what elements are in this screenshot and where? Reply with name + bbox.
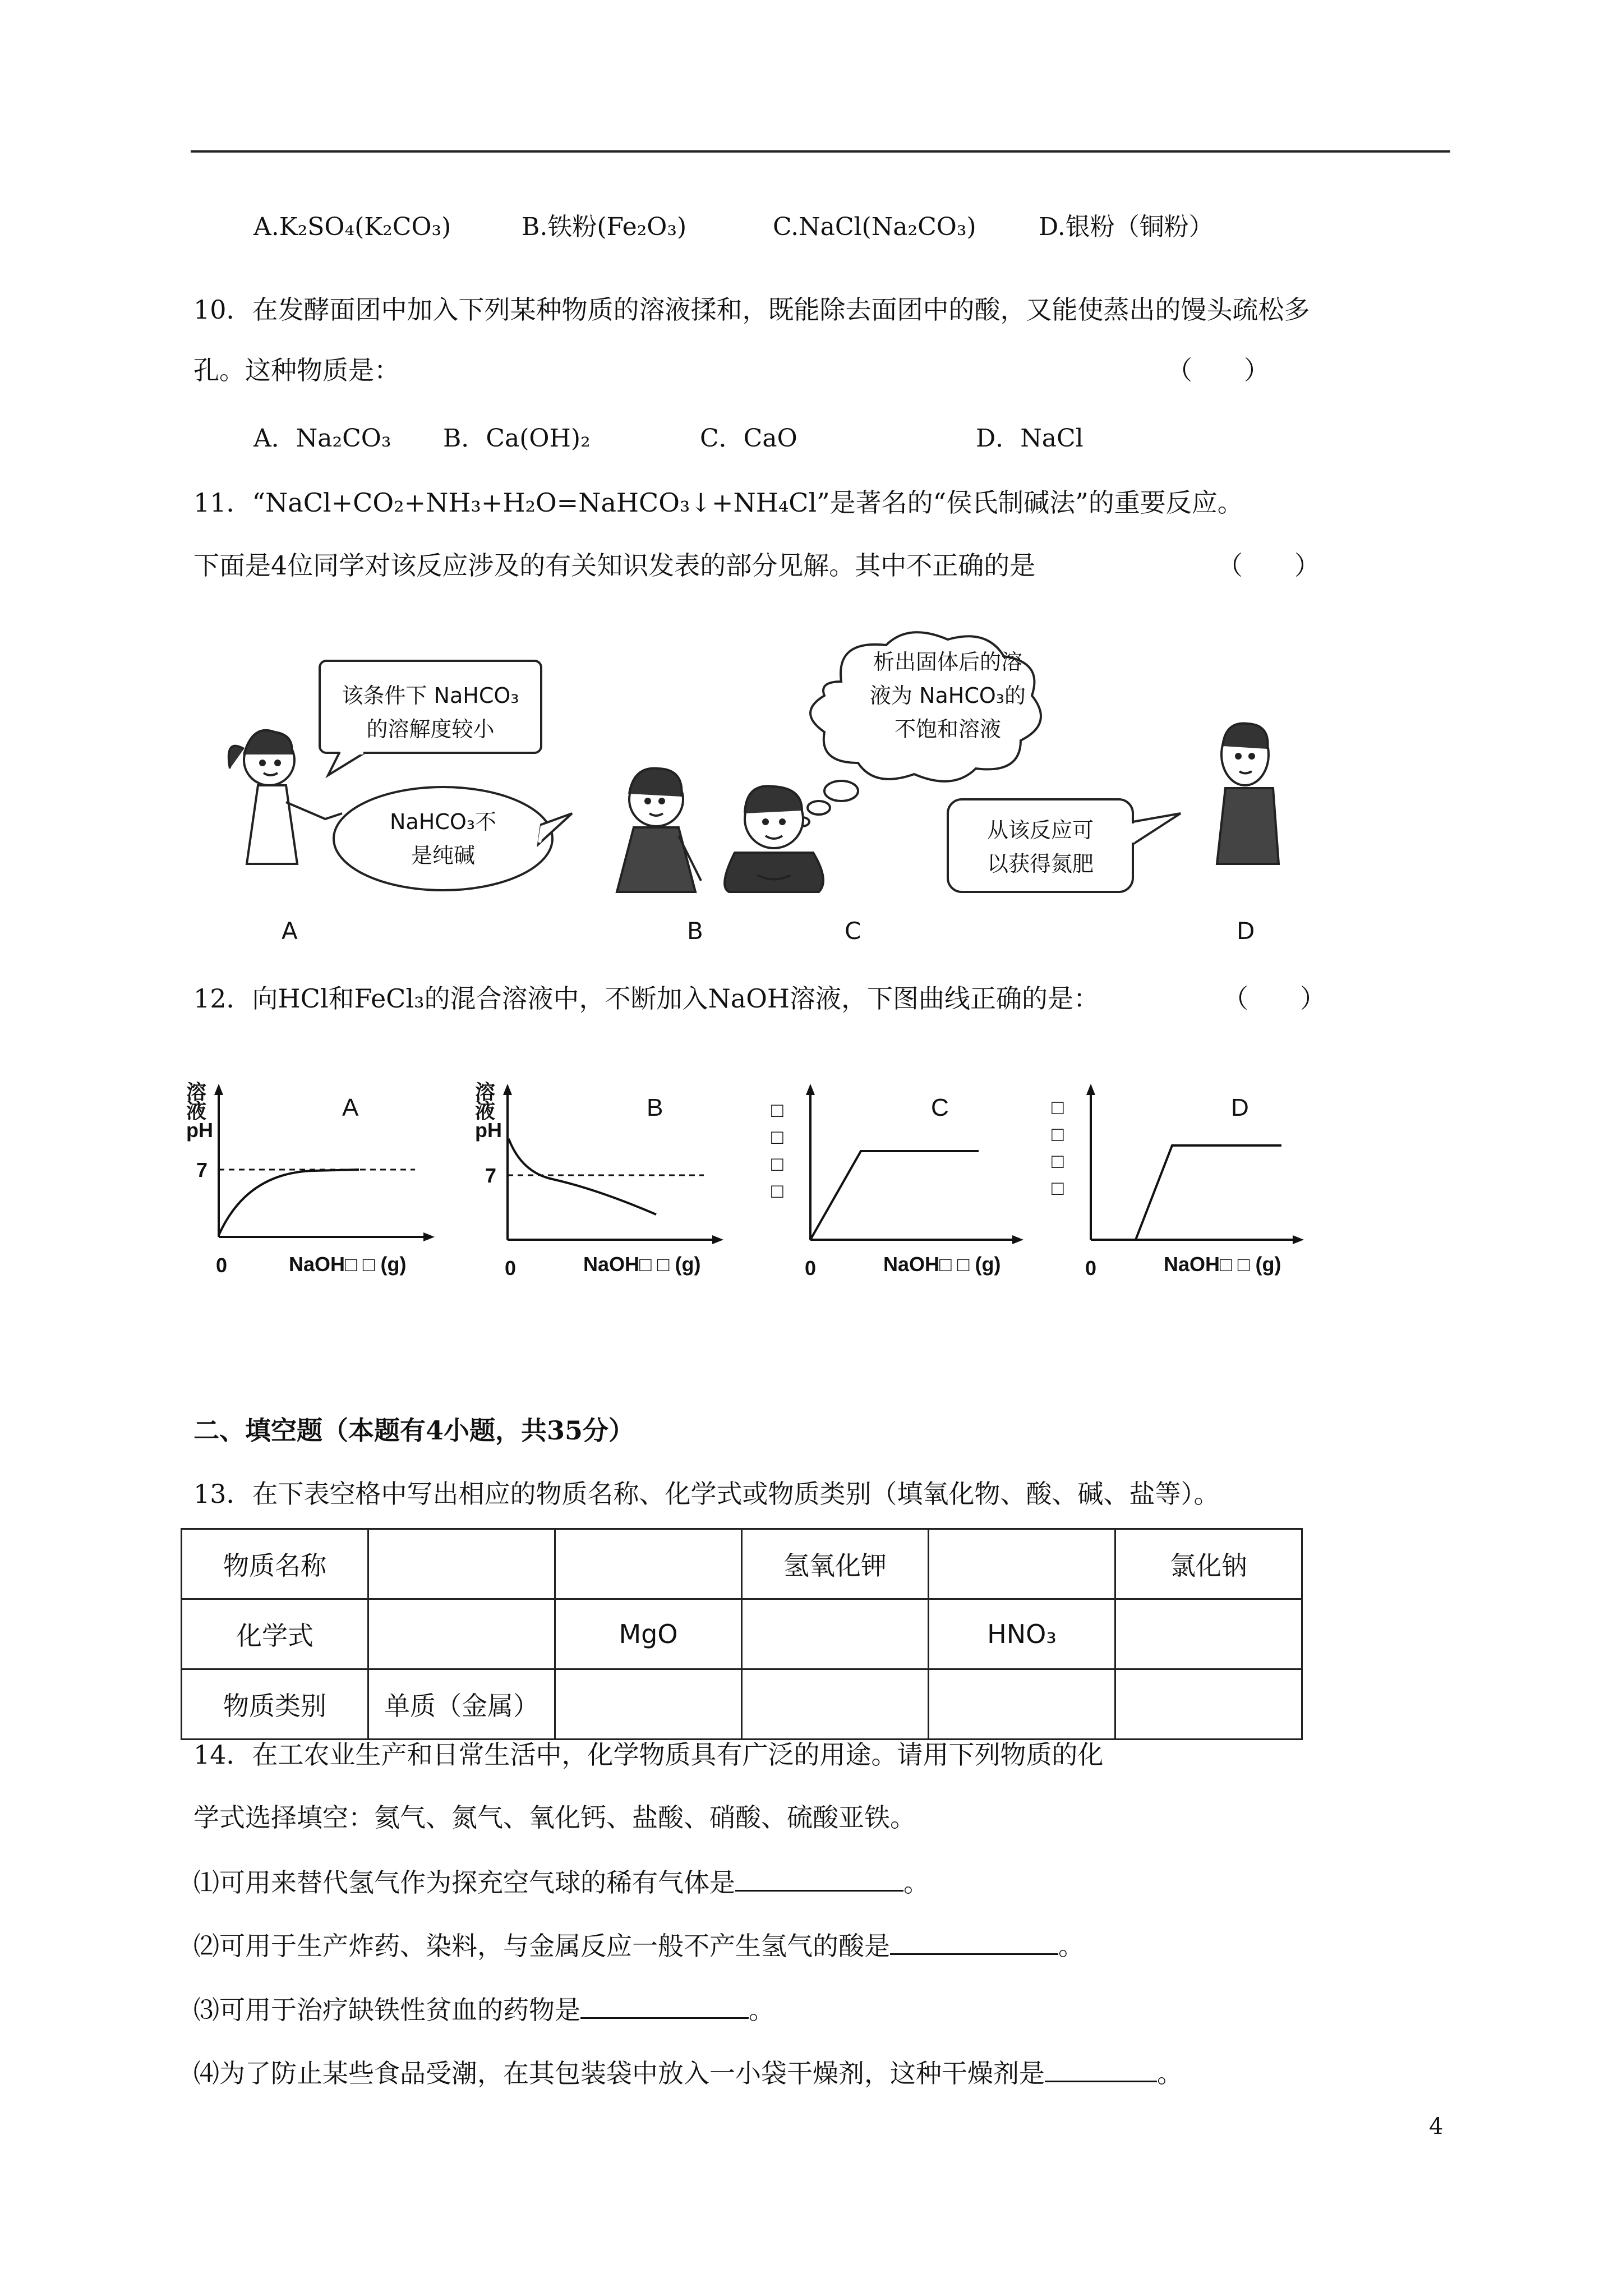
q12-line: 12．向HCl和FeCl₃的混合溶液中，不断加入NaOH溶液，下图曲线正确的是：: [193, 983, 1100, 1014]
chart-c-x-arrow: [1012, 1235, 1023, 1244]
chart-d-y-arrow: [1086, 1084, 1095, 1095]
answer-blank-4[interactable]: [1045, 2056, 1157, 2082]
q9-option-a: A.K₂SO₄(K₂CO₃): [253, 213, 451, 241]
chart-c-ylabel: [771, 1097, 783, 1204]
bubble-b-line2: 是纯碱: [411, 843, 475, 868]
chart-c-y-arrow: [806, 1084, 815, 1095]
chart-b-ylabel-1: 溶: [475, 1080, 496, 1103]
table-row: [182, 1669, 1302, 1740]
q14-item-4: [193, 2056, 1183, 2090]
chart-a: [179, 1080, 443, 1279]
bubble-d-line2: 以获得氮肥: [986, 852, 1094, 876]
bubble-a-line1: 该条件下 NaHCO₃: [342, 683, 519, 708]
chart-d-x-arrow: [1293, 1235, 1304, 1244]
q14-item-2-end: 。: [1058, 1931, 1084, 1961]
q14-item-3: [193, 1993, 774, 2027]
header-rule: [191, 150, 1450, 153]
table-cell: 物质类别: [182, 1669, 368, 1740]
chart-b: [468, 1080, 732, 1280]
student-b-figure: [617, 769, 701, 892]
figure-letter-a: A: [282, 917, 298, 945]
answer-blank-1[interactable]: [735, 1865, 903, 1892]
chart-b-x-arrow: [712, 1235, 723, 1244]
q13-table: [181, 1528, 1303, 1740]
q14-line2: 学式选择填空：氦气、氮气、氧化钙、盐酸、硝酸、硫酸亚铁。: [193, 1802, 916, 1833]
chart-b-xlabel: NaOH□ □ (g): [583, 1253, 701, 1276]
chart-b-y-arrow: [503, 1084, 512, 1095]
figure-letter-d: D: [1237, 917, 1255, 945]
chart-a-plot: [179, 1080, 443, 1251]
chart-d-letter: D: [1231, 1094, 1249, 1121]
answer-blank-3[interactable]: [580, 1993, 749, 2019]
table-row: [182, 1599, 1302, 1669]
answer-blank-2[interactable]: [890, 1929, 1058, 1955]
chart-b-curve: [509, 1139, 656, 1214]
q14-item-2: [193, 1929, 1084, 1963]
table-cell[interactable]: [555, 1529, 742, 1599]
table-cell[interactable]: [368, 1599, 555, 1669]
chart-a-seven: 7: [196, 1158, 208, 1181]
table-row: [182, 1529, 1302, 1599]
q14-item-4-end: 。: [1157, 2058, 1183, 2088]
q14-item-1-end: 。: [903, 1867, 929, 1898]
chart-c-plot: [768, 1083, 1032, 1251]
figure-letter-c: C: [845, 917, 861, 945]
table-cell[interactable]: [1115, 1599, 1302, 1669]
chart-d-ylabel-4: □: [1052, 1176, 1064, 1199]
chart-c-ylabel-3: □: [771, 1152, 783, 1175]
chart-b-letter: B: [647, 1094, 663, 1121]
table-cell[interactable]: [742, 1669, 929, 1740]
section-2-title: 二、填空题（本题有4小题，共35分）: [193, 1415, 635, 1446]
table-cell[interactable]: [368, 1529, 555, 1599]
page-number: 4: [1429, 2114, 1444, 2139]
chart-a-x-arrow: [423, 1232, 435, 1241]
table-cell: 氯化钠: [1115, 1529, 1302, 1599]
q10-option-a: A．Na₂CO₃: [253, 424, 391, 453]
table-cell[interactable]: [1115, 1669, 1302, 1740]
chart-b-ylabel-3: pH: [475, 1119, 502, 1142]
q11-line1: 11．“NaCl+CO₂+NH₃+H₂O=NaHCO₃↓+NH₄Cl”是著名的“侯氏制碱法”的重要反应。: [193, 487, 1243, 518]
chart-d-ylabel-1: □: [1052, 1096, 1064, 1119]
student-d-figure: [1217, 724, 1279, 864]
chart-a-ylabel: [186, 1080, 213, 1142]
chart-d-plot: [1049, 1083, 1312, 1251]
chart-a-letter: A: [342, 1094, 359, 1121]
bubble-c-line3: 不饱和溶液: [894, 717, 1001, 742]
figure-letter-b: B: [687, 917, 703, 945]
q10-option-c: C．CaO: [700, 424, 797, 453]
q10-option-b: B．Ca(OH)₂: [443, 424, 591, 453]
chart-a-y-arrow: [214, 1084, 223, 1095]
q14-item-2-text: ⑵可用于生产炸药、染料，与金属反应一般不产生氢气的酸是: [193, 1931, 890, 1961]
q14-item-3-text: ⑶可用于治疗缺铁性贫血的药物是: [193, 1995, 580, 2025]
q9-option-b: B.铁粉(Fe₂O₃): [522, 213, 687, 241]
student-c-figure: [725, 786, 823, 892]
q12-paren: （ ）: [1223, 983, 1326, 1014]
q10-line2: 孔。这种物质是：: [193, 355, 400, 385]
bubble-a-text: [328, 679, 533, 746]
chart-c: [768, 1083, 1032, 1279]
table-cell: 单质（金属）: [368, 1669, 555, 1740]
chart-d-ylabel-3: □: [1052, 1149, 1064, 1172]
bubble-c-line1: 析出固体后的溶: [873, 650, 1022, 674]
q14-item-1: [193, 1865, 929, 1899]
chart-a-ylabel-2: 液: [186, 1099, 207, 1122]
chart-c-ylabel-2: □: [771, 1125, 783, 1148]
chart-c-ylabel-4: □: [771, 1179, 783, 1202]
q14-item-3-end: 。: [749, 1995, 774, 2025]
q14-item-1-text: ⑴可用来替代氢气作为探充空气球的稀有气体是: [193, 1867, 735, 1898]
q13-line: 13．在下表空格中写出相应的物质名称、化学式或物质类别（填氧化物、酸、碱、盐等）。: [193, 1479, 1220, 1509]
table-cell: 物质名称: [182, 1529, 368, 1599]
bubble-b-text: [342, 805, 544, 872]
chart-c-ylabel-1: □: [771, 1098, 783, 1121]
chart-d-ylabel-2: □: [1052, 1122, 1064, 1145]
table-cell[interactable]: [929, 1669, 1115, 1740]
q14-item-4-text: ⑷为了防止某些食品受潮，在其包装袋中放入一小袋干燥剂，这种干燥剂是: [193, 2058, 1045, 2088]
bubble-d-line1: 从该反应可: [986, 818, 1094, 843]
bubble-b-line1: NaHCO₃不: [390, 809, 496, 834]
chart-d-xlabel: NaOH□ □ (g): [1164, 1253, 1281, 1276]
chart-a-ylabel-1: 溶: [186, 1080, 207, 1103]
table-cell: 氢氧化钾: [742, 1529, 929, 1599]
q14-line1: 14．在工农业生产和日常生活中，化学物质具有广泛的用途。请用下列物质的化: [193, 1740, 1104, 1770]
table-cell[interactable]: [742, 1599, 929, 1669]
table-cell: 化学式: [182, 1599, 368, 1669]
q10-line1: 10．在发酵面团中加入下列某种物质的溶液揉和，既能除去面团中的酸，又能使蒸出的馒头疏松多: [193, 295, 1310, 325]
chart-d: [1049, 1083, 1312, 1279]
q11-line2: 下面是4位同学对该反应涉及的有关知识发表的部分见解。其中不正确的是: [193, 550, 1036, 581]
q10-paren: （ ）: [1166, 355, 1270, 385]
bubble-c-text: [844, 645, 1052, 746]
chart-b-ylabel: [475, 1080, 502, 1142]
table-cell[interactable]: [929, 1529, 1115, 1599]
bubble-c-line2: 液为 NaHCO₃的: [869, 683, 1026, 708]
chart-a-xlabel: NaOH□ □ (g): [289, 1253, 407, 1276]
table-cell: MgO: [555, 1599, 742, 1669]
q11-paren: （ ）: [1217, 550, 1320, 581]
chart-c-origin: 0: [805, 1257, 817, 1280]
chart-d-origin: 0: [1085, 1257, 1097, 1280]
q9-option-c: C.NaCl(Na₂CO₃): [773, 213, 976, 241]
chart-d-ylabel: [1052, 1094, 1064, 1202]
chart-d-curve: [1136, 1145, 1281, 1240]
chart-b-plot: [468, 1080, 732, 1251]
chart-b-ylabel-2: 液: [475, 1099, 496, 1122]
chart-b-seven: 7: [485, 1164, 497, 1187]
chart-c-curve: [810, 1151, 979, 1240]
chart-c-letter: C: [931, 1094, 949, 1121]
bubble-d-text: [951, 813, 1130, 881]
q10-option-d: D．NaCl: [976, 424, 1083, 453]
bubble-a-line2: 的溶解度较小: [366, 717, 495, 742]
chart-c-xlabel: NaOH□ □ (g): [883, 1253, 1001, 1276]
chart-a-ylabel-3: pH: [186, 1119, 213, 1142]
chart-a-origin: 0: [216, 1254, 228, 1277]
chart-a-curve: [219, 1170, 359, 1235]
table-cell: HNO₃: [929, 1599, 1115, 1669]
q9-option-d: D.银粉（铜粉）: [1039, 213, 1214, 241]
q11-illustration: [213, 628, 1335, 920]
table-cell[interactable]: [555, 1669, 742, 1740]
chart-b-origin: 0: [505, 1257, 517, 1280]
